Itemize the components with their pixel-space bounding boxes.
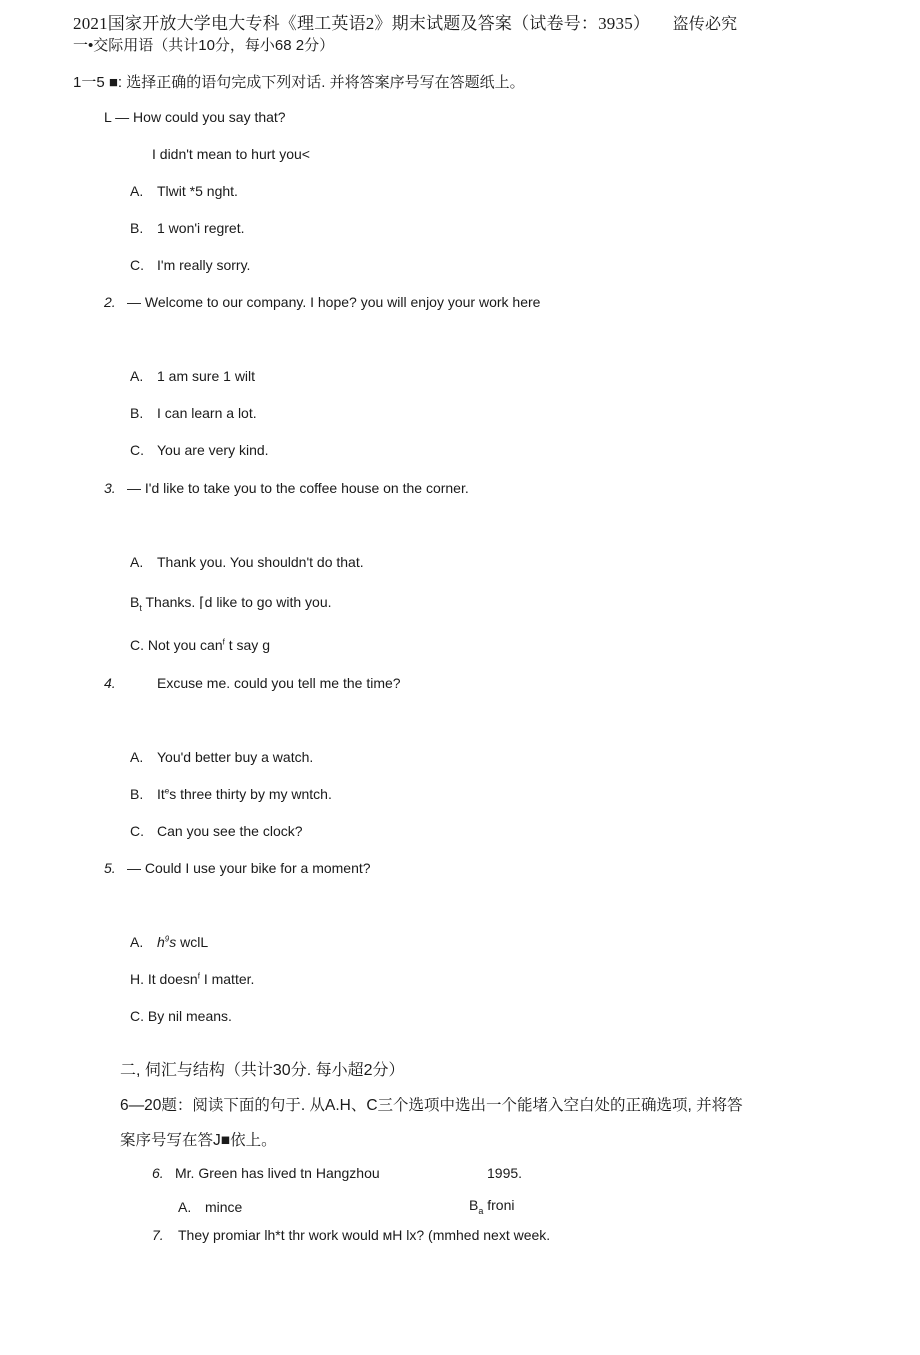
option-text-2: I matter. xyxy=(199,971,255,987)
option-sup: e xyxy=(164,786,170,796)
question-2 xyxy=(104,294,540,310)
section2-instruction-line1: 6—20题：阅读下面的句于. 从A.H、C三个选项中选出一个能堵入空白处的正确选项, 并将答 xyxy=(120,1097,743,1114)
option-text: Thanks. ⌈d like to go with you. xyxy=(141,594,332,610)
option-3a xyxy=(130,554,364,570)
copyright-warning: 盗传必究 xyxy=(672,16,738,33)
section1-heading: 一•交际用语（共计10分，每小68 2分） xyxy=(73,37,335,54)
option-6b xyxy=(469,1197,514,1216)
option-5c xyxy=(130,1008,232,1024)
option-letter: A. xyxy=(130,934,144,950)
section1-instruction: 1一5 ■: 选择正确的语句完成下列对话. 并将答案序号写在答题纸上。 xyxy=(73,74,525,91)
question-prompt: — Could I use your bike for a moment? xyxy=(127,860,371,876)
option-letter: A. xyxy=(130,554,144,570)
title-text: 2021国家开放大学电大专科《理工英语2》期末试题及答案（试卷号：3935） xyxy=(73,14,651,33)
option-sup: f xyxy=(197,971,200,981)
option-sup: f xyxy=(222,637,225,647)
option-letter: C. xyxy=(130,637,144,653)
question-number: L xyxy=(104,109,112,125)
option-letter: A. xyxy=(178,1199,192,1215)
section2-heading: 二, 伺汇与结构（共计30分. 每小超2分） xyxy=(120,1062,405,1079)
option-letter: B. xyxy=(130,786,144,802)
option-letter: B xyxy=(130,594,140,610)
question-7 xyxy=(152,1227,550,1243)
option-text: 1 won'i regret. xyxy=(157,220,245,236)
question-1 xyxy=(104,109,286,125)
option-text: By nil means. xyxy=(144,1008,232,1024)
option-text: Can you see the clock? xyxy=(157,823,303,839)
option-3b xyxy=(130,594,332,613)
option-letter: A. xyxy=(130,368,144,384)
question-prompt: — I'd like to take you to the coffee house on the corner. xyxy=(127,480,469,496)
question-prompt: — How could you say that? xyxy=(115,109,286,125)
option-letter: C. xyxy=(130,1008,144,1024)
option-letter: C. xyxy=(130,257,144,273)
option-text-2: t say g xyxy=(224,637,270,653)
question-5 xyxy=(104,860,371,876)
option-text: mince xyxy=(205,1199,243,1215)
question-prompt: — Welcome to our company. I hope? you will enjoy your work here xyxy=(127,294,541,310)
option-text: It xyxy=(157,786,165,802)
option-6a xyxy=(178,1199,242,1215)
option-letter: A. xyxy=(130,183,144,199)
option-text: I can learn a lot. xyxy=(157,405,257,421)
option-letter: B xyxy=(469,1197,479,1213)
option-1c xyxy=(130,257,250,273)
option-letter: H. xyxy=(130,971,144,987)
option-4b xyxy=(130,786,332,802)
option-letter: B. xyxy=(130,405,144,421)
option-letter-sub: t xyxy=(139,602,142,613)
option-2a xyxy=(130,368,255,384)
question-prompt: They promiar lh*t thr work would ᴍH lx? (mmhed next week. xyxy=(178,1227,551,1243)
question-6 xyxy=(152,1165,380,1181)
question-number: 5. xyxy=(104,860,116,876)
option-text: froni xyxy=(483,1197,515,1213)
option-1b xyxy=(130,220,245,236)
option-2c xyxy=(130,442,269,458)
question-number: 4. xyxy=(104,675,116,691)
question-4 xyxy=(104,675,401,691)
question-number: 3. xyxy=(104,480,116,496)
option-letter: C. xyxy=(130,442,144,458)
option-text: I'm really sorry. xyxy=(157,257,251,273)
option-text-2: s three thirty by my wntch. xyxy=(169,786,332,802)
question-3 xyxy=(104,480,469,496)
option-5a: A. $h^9s$ wclL xyxy=(130,934,209,950)
question-1-line2: I didn't mean to hurt you< xyxy=(152,146,310,162)
option-letter-sub: a xyxy=(478,1205,484,1216)
option-2b xyxy=(130,405,257,421)
option-text: It doesn xyxy=(144,971,198,987)
question-prompt: Excuse me. could you tell me the time? xyxy=(157,675,401,691)
question-prompt: Mr. Green has lived tn Hangzhou xyxy=(175,1165,380,1181)
option-text: You are very kind. xyxy=(157,442,269,458)
question-number: 2. xyxy=(104,294,116,310)
page-title xyxy=(73,9,737,34)
option-sup: 9 xyxy=(164,934,170,944)
option-3c xyxy=(130,637,270,653)
option-letter: A. xyxy=(130,749,144,765)
question-number: 7. xyxy=(152,1227,164,1243)
option-text: You'd better buy a watch. xyxy=(157,749,314,765)
option-text: Tlwit *5 nght. xyxy=(157,183,238,199)
option-text: Not you can xyxy=(144,637,223,653)
option-5b xyxy=(130,971,254,987)
option-text: 1 am sure 1 wilt xyxy=(157,368,256,384)
question-number: 6. xyxy=(152,1165,164,1181)
option-text: h xyxy=(157,934,165,950)
option-4c xyxy=(130,823,303,839)
option-1a xyxy=(130,183,238,199)
option-4a xyxy=(130,749,313,765)
option-text: Thank you. You shouldn't do that. xyxy=(157,554,364,570)
section2-instruction-line2: 案序号写在答J■依上。 xyxy=(120,1132,277,1149)
option-letter: C. xyxy=(130,823,144,839)
option-letter: B. xyxy=(130,220,144,236)
question-6-year: 1995. xyxy=(487,1165,523,1181)
